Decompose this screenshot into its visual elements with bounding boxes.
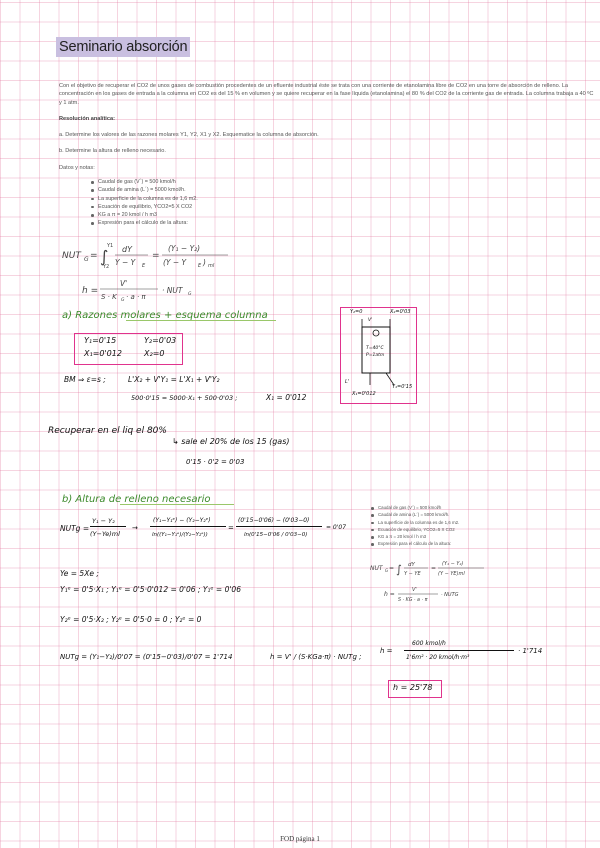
height-formula bbox=[80, 275, 200, 305]
svg-text:(Y₁ − Y₂): (Y₁ − Y₂) bbox=[168, 244, 201, 253]
nutg-numerator: Y₁ − Y₂ bbox=[92, 517, 115, 525]
svg-text:Y − Y: Y − Y bbox=[115, 258, 136, 267]
nutg-lhs: NUTg = bbox=[60, 524, 90, 533]
col-bot-left: L' bbox=[345, 379, 350, 385]
col-temp: T=40°C bbox=[366, 346, 384, 351]
svg-text:(Y − YE)ml: (Y − YE)ml bbox=[438, 571, 465, 577]
nutg-denominator: (Y−Ye)ml bbox=[90, 530, 120, 538]
y1e-line: Y₁ᵉ = 0'5·X₁ ; Y₁ᵉ = 0'5·0'012 = 0'06 ; Y₁ᵉ = 0'06 bbox=[60, 585, 241, 594]
heading-a-underline bbox=[126, 320, 276, 321]
svg-text:S · K: S · K bbox=[101, 293, 117, 301]
heading-a: a) Razones molares + esquema columna bbox=[62, 310, 268, 321]
data-list bbox=[90, 178, 198, 228]
svg-text:h =: h = bbox=[82, 286, 99, 296]
datos-label: Datos y notas: bbox=[59, 165, 95, 171]
svg-text:Y2: Y2 bbox=[103, 264, 110, 270]
arrow-icon: → bbox=[132, 524, 138, 532]
svg-text:=: = bbox=[431, 565, 437, 572]
data-item: KG a π = 20 kmol / h m3 bbox=[370, 533, 459, 540]
col-top-v: V' bbox=[368, 318, 373, 323]
svg-text:ml: ml bbox=[208, 263, 215, 269]
col-pressure: P=1atm bbox=[366, 353, 385, 358]
h-denominator: 1'6m² · 20 kmol/h·m³ bbox=[406, 654, 470, 661]
data-item: Ecuación de equilibrio, YCO2=5 X CO2 bbox=[90, 203, 198, 211]
nutg-formula bbox=[60, 237, 240, 273]
x1-value: X₁=0'012 bbox=[84, 349, 122, 358]
h-numerator: 600 kmol/h bbox=[412, 640, 446, 647]
svg-text:(Y₁ − Y₂): (Y₁ − Y₂) bbox=[442, 561, 464, 567]
y2e-line: Y₂ᵉ = 0'5·X₂ ; Y₂ᵉ = 0'5·0 = 0 ; Y₂ᵉ = 0 bbox=[60, 615, 202, 624]
h-fraction-bar bbox=[404, 650, 514, 651]
ml-numerator: (Y₁−Y₁ᵉ) − (Y₂−Y₂ᵉ) bbox=[153, 517, 211, 524]
col-bottom: X₁=0'012 bbox=[352, 391, 376, 397]
nutg-formula-copy bbox=[368, 556, 488, 580]
page-title: Seminario absorción bbox=[56, 37, 190, 57]
data-list-copy bbox=[370, 504, 459, 548]
svg-text:V': V' bbox=[120, 279, 128, 288]
col-top-left: Y₂=0 bbox=[350, 309, 363, 315]
y1-value: Y₁=0'15 bbox=[84, 336, 117, 345]
data-item: Caudal de gas (V´) = 500 kmol/h bbox=[370, 504, 459, 511]
svg-text:· NUT: · NUT bbox=[162, 286, 183, 295]
svg-text:∫: ∫ bbox=[396, 563, 402, 576]
col-bot-right: Y₁=0'15 bbox=[392, 384, 413, 390]
notebook-page: Seminario absorción Con el objetivo de recuperar el CO2 de unos gases de combustión procedentes de un efluente industrial éste se trata con una corriente de etanolamina libre de CO2 en una torre de absorción de relleno. La concentración en los gases de entrada a la columna en CO2 es del 15 % en volumen y se quiere recuperar en la fase líquida (etanolamina) el 80 % del CO2 de la corriente gas de entrada. La columna trabaja a 40 ºC y 1 atm. Resolución analítica: a. Determine los valores de las razones molares Y1, Y2, X1 y X2. Esquematice la columna de absorción. b. Determine la altura de relleno necesario. Datos y notas: Caudal de gas (V´) = 500 kmol/h Caudal de amina (L´) = 5000 kmol/h. La superficie de la columna es de 1,6 m2. Ecuación de equilibrio, YCO2=5 X CO2 KG a π = 20 kmol / h m3 Expresión para el cálculo de la altura: NUT G = ∫ Y1 Y2 dY Y − Y E = (Y₁ − Y₂) (Y − Y E ) ml h = V' S · K G · a · π · NUT G a) Razones molares + esquema columna Y₁=0'15 Y₂=0'03 X₁=0'012 X₂=0 Y₂=0 X₂=0'03 V' T=40°C P=1atm L' Y₁=0'15 X₁=0'012 BM ⇒ ε=s ; L'X₂ + V'Y₁ = L'X₁ + V'Y₂ 500·0'15 = 5000·X₁ + 500·0'03 ; X₁ = 0'012 Recuperar en el liq el 80% ↳ sale el 20% de los 15 (gas) 0'15 · 0'2 = 0'03 b) Altura de relleno necesario NUTg = Y₁ − Y₂ (Y−Ye)ml → (Y₁−Y₁ᵉ) − (Y₂−Y₂ᵉ) ln((Y₁−Y₁ᵉ)/(Y₂−Y₂ᵉ)) = (0'15−0'06) − (0'03−0) ln(0'15−0'06 / 0'03−0) = 0'07 Caudal de gas (V´) = 500 kmol/h Caudal de amina (L´) = 5000 kmol/h. La superficie de la columna es de 1,6 m2. Ecuación de equilibrio, YCO2=5 X CO2 KG a π = 20 kmol / h m3 Expresión para el cálculo de la altura: NUT G = ∫ dY Y − YE = (Y₁ − Y₂) (Y − YE)ml h = V' S · KG · a · π · NUTG Ye = 5Xe ; Y₁ᵉ = 0'5·X₁ ; Y₁ᵉ = 0'5·0'012 = 0'06 ; Y₁ᵉ = 0'06 Y₂ᵉ = 0'5·X₂ ; Y₂ᵉ = 0'5·0 = 0 ; Y₂ᵉ = 0 NUTg = (Y₁−Y₂)/0'07 = (0'15−0'03)/0'07 = 1'714 h = V' / (S·KGa·π) · NUTg ; h = 600 kmol/h 1'6m² · 20 kmol/h·m³ · 1'714 h = 25'78 FOD página 1 bbox=[0, 0, 600, 848]
data-item: La superficie de la columna es de 1,6 m2. bbox=[90, 195, 198, 203]
svg-text:dY: dY bbox=[408, 562, 415, 568]
h-tail: · 1'714 bbox=[518, 647, 543, 655]
section-subtitle: Resolución analítica: bbox=[59, 116, 115, 122]
svg-text:V': V' bbox=[412, 587, 417, 593]
x2-value: X₂=0 bbox=[144, 349, 165, 358]
recover-line: Recuperar en el liq el 80% bbox=[48, 426, 167, 436]
data-item: Caudal de gas (V´) = 500 kmol/h bbox=[90, 178, 198, 186]
svg-text:): ) bbox=[203, 258, 206, 267]
balance-equation: L'X₂ + V'Y₁ = L'X₁ + V'Y₂ bbox=[128, 375, 220, 384]
svg-text:=: = bbox=[389, 565, 395, 572]
h-result: h = 25'78 bbox=[393, 683, 433, 692]
svg-text:NUT: NUT bbox=[370, 565, 383, 572]
data-item: Ecuación de equilibrio, YCO2=5 X CO2 bbox=[370, 526, 459, 533]
svg-text:Y1: Y1 bbox=[107, 243, 114, 249]
svg-text:E: E bbox=[198, 263, 202, 269]
ye-equation: Ye = 5Xe ; bbox=[60, 569, 99, 578]
ml-denominator-values: ln(0'15−0'06 / 0'03−0) bbox=[244, 532, 308, 538]
data-item: Expresión para el cálculo de la altura: bbox=[370, 540, 459, 547]
data-item: Expresión para el cálculo de la altura: bbox=[90, 219, 198, 227]
data-item: KG a π = 20 kmol / h m3 bbox=[90, 211, 198, 219]
question-b: b. Determine la altura de relleno necesario. bbox=[59, 148, 166, 154]
question-a: a. Determine los valores de las razones molares Y1, Y2, X1 y X2. Esquematice la columna de absorción. bbox=[59, 132, 319, 138]
data-item: Caudal de amina (L´) = 5000 kmol/h. bbox=[370, 511, 459, 518]
ml-numerator-values: (0'15−0'06) − (0'03−0) bbox=[238, 517, 310, 524]
col-top-right: X₂=0'03 bbox=[390, 309, 411, 315]
heading-b: b) Altura de relleno necesario bbox=[62, 494, 211, 505]
ml-fraction-bar bbox=[150, 526, 226, 527]
svg-text:G: G bbox=[188, 292, 192, 297]
height-formula-copy bbox=[382, 583, 472, 605]
svg-text:G: G bbox=[121, 298, 125, 303]
svg-text:(Y − Y: (Y − Y bbox=[163, 258, 187, 267]
data-item: La superficie de la columna es de 1,6 m2. bbox=[370, 519, 459, 526]
svg-text:Y − YE: Y − YE bbox=[404, 571, 421, 577]
svg-text:∫: ∫ bbox=[100, 247, 109, 266]
ml-values-bar bbox=[236, 526, 322, 527]
ml-result: = 0'07 bbox=[326, 524, 347, 531]
heading-b-underline bbox=[120, 504, 234, 505]
svg-text:h =: h = bbox=[384, 591, 395, 598]
y2-value: Y₂=0'03 bbox=[144, 336, 177, 345]
svg-text:· a · π: · a · π bbox=[126, 293, 146, 301]
recover-calc: 0'15 · 0'2 = 0'03 bbox=[186, 458, 245, 466]
balance-lead: BM ⇒ ε=s ; bbox=[64, 375, 106, 384]
svg-text:NUT: NUT bbox=[62, 251, 81, 261]
svg-text:G: G bbox=[385, 568, 389, 573]
svg-text:dY: dY bbox=[122, 245, 132, 254]
balance-numbers: 500·0'15 = 5000·X₁ + 500·0'03 ; bbox=[131, 394, 238, 402]
page-footer: FOD página 1 bbox=[280, 835, 320, 843]
ml-denominator: ln((Y₁−Y₁ᵉ)/(Y₂−Y₂ᵉ)) bbox=[152, 532, 208, 538]
svg-text:E: E bbox=[142, 263, 146, 269]
equals-sign: = bbox=[228, 524, 234, 532]
svg-text:=: = bbox=[152, 251, 160, 261]
nutg-fraction-bar bbox=[90, 526, 126, 527]
svg-text:· NUTG: · NUTG bbox=[441, 592, 459, 598]
svg-text:=: = bbox=[90, 251, 98, 261]
svg-text:S · KG · a · π: S · KG · a · π bbox=[398, 598, 428, 603]
svg-text:G: G bbox=[84, 256, 89, 263]
recover-sub: ↳ sale el 20% de los 15 (gas) bbox=[172, 437, 290, 446]
h-equation: h = V' / (S·KGa·π) · NUTg ; bbox=[270, 653, 362, 661]
nutg-calc: NUTg = (Y₁−Y₂)/0'07 = (0'15−0'03)/0'07 = 1'714 bbox=[60, 653, 233, 661]
data-item: Caudal de amina (L´) = 5000 kmol/h. bbox=[90, 186, 198, 194]
balance-result: X₁ = 0'012 bbox=[266, 393, 307, 402]
problem-statement: Con el objetivo de recuperar el CO2 de unos gases de combustión procedentes de un efluente industrial éste se trata con una corriente de etanolamina libre de CO2 en una torre de absorción de relleno. La concentración en los gases de entrada a la columna en CO2 es del 15 % en volumen y se quiere recuperar en la fase líquida (etanolamina) el 80 % del CO2 de la corriente gas de entrada. La columna trabaja a 40 ºC y 1 atm. bbox=[59, 83, 594, 106]
